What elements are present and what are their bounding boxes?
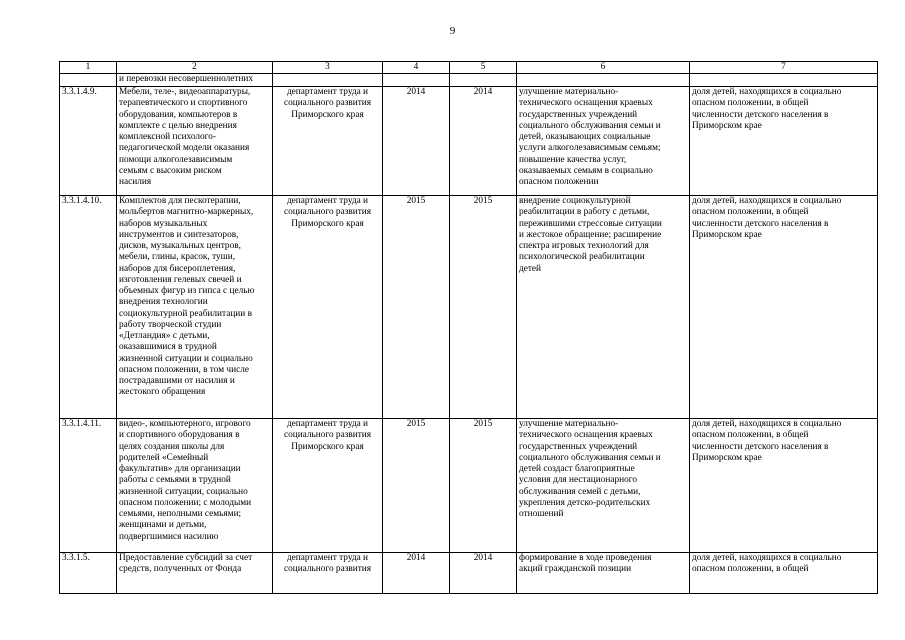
cell-measure-name: видео-, компьютерного, игрового и спортивного оборудования в целях создания школы для родителей «Семейный факультатив» для организации работы с семьями в трудной жизненной ситуации, социально опасном положении; с молодыми семьями, неполными семьями; женщинами и детьми, подвергшимися насилию <box>117 419 273 553</box>
column-number: 2 <box>117 62 273 74</box>
cell-number: 3.3.1.4.9. <box>60 87 117 196</box>
column-number: 4 <box>383 62 450 74</box>
cell-executor: департамент труда и социального развития Приморского края <box>273 87 383 196</box>
cell-executor: департамент труда и социального развития <box>273 553 383 594</box>
table-row <box>60 419 878 553</box>
cell-number <box>60 74 117 87</box>
cell-executor: департамент труда и социального развития Приморского края <box>273 196 383 419</box>
cell-indicator: доля детей, находящихся в социально опасном положении, в общей численности детского населения в Приморском крае <box>690 196 878 419</box>
table-row <box>60 196 878 419</box>
cell-result: внедрение социокультурной реабилитации в работу с детьми, пережившими стрессовые ситуации и жестокое обращение; расширение спектра игровых технологий для психологической реабилитации детей <box>517 196 690 419</box>
cell-executor: департамент труда и социального развития Приморского края <box>273 419 383 553</box>
cell-end-year: 2015 <box>450 196 517 419</box>
cell-start-year: 2015 <box>383 419 450 553</box>
cell-start-year: 2014 <box>383 553 450 594</box>
cell-measure-name: Предоставление субсидий за счет средств, полученных от Фонда <box>117 553 273 594</box>
cell-end-year: 2014 <box>450 87 517 196</box>
cell-result <box>517 74 690 87</box>
column-number-row <box>60 62 878 74</box>
cell-end-year <box>450 74 517 87</box>
cell-indicator: доля детей, находящихся в социально опасном положении, в общей численности детского населения в Приморском крае <box>690 419 878 553</box>
measures-table <box>59 61 878 594</box>
cell-start-year: 2014 <box>383 87 450 196</box>
table-row <box>60 553 878 594</box>
table-row <box>60 87 878 196</box>
cell-measure-name: Комплектов для пескотерапии, мольбертов магнитно-маркерных, наборов музыкальных инструментов и синтезаторов, дисков, музыкальных центров, мебели, глины, красок, туши, наборов для бисероплетения, изготовления гелевых свечей и объемных фигур из гипса с целью внедрения технологии социокультурной реабилитации в работу творческой студии «Детландия» с детьми, оказавшимися в трудной жизненной ситуации и социально опасном положении, в том числе пострадавшими от насилия и жестокого обращения <box>117 196 273 419</box>
column-number: 1 <box>60 62 117 74</box>
cell-number: 3.3.1.4.10. <box>60 196 117 419</box>
cell-start-year: 2015 <box>383 196 450 419</box>
cell-indicator: доля детей, находящихся в социально опасном положении, в общей <box>690 553 878 594</box>
column-number: 7 <box>690 62 878 74</box>
cell-executor <box>273 74 383 87</box>
column-number: 6 <box>517 62 690 74</box>
cell-result: улучшение материально- технического оснащения краевых государственных учреждений социального обслуживания семьи и детей, оказывающих социальные услуги алкоголезависимым семьям; повышение качества услуг, оказываемых семьям в социально опасном положении <box>517 87 690 196</box>
cell-end-year: 2015 <box>450 419 517 553</box>
cell-number: 3.3.1.5. <box>60 553 117 594</box>
column-number: 5 <box>450 62 517 74</box>
cell-measure-name: Мебели, теле-, видеоаппаратуры, терапевтического и спортивного оборудования, компьютеров в комплекте с целью внедрения комплексной психолого- педагогической модели оказания помощи алкоголезависимым семьям с высоким риском насилия <box>117 87 273 196</box>
cell-measure-name: и перевозки несовершеннолетних <box>117 74 273 87</box>
cell-number: 3.3.1.4.11. <box>60 419 117 553</box>
table-row-continuation <box>60 74 878 87</box>
cell-result: улучшение материально- технического оснащения краевых государственных учреждений социального обслуживания семьи и детей создаст благоприятные условия для нестационарного обслуживания семей с детьми, укрепления детско-родительских отношений <box>517 419 690 553</box>
cell-indicator: доля детей, находящихся в социально опасном положении, в общей численности детского населения в Приморском крае <box>690 87 878 196</box>
page-number: 9 <box>449 25 456 37</box>
cell-result: формирование в ходе проведения акций гражданской позиции <box>517 553 690 594</box>
column-number: 3 <box>273 62 383 74</box>
cell-indicator <box>690 74 878 87</box>
cell-start-year <box>383 74 450 87</box>
cell-end-year: 2014 <box>450 553 517 594</box>
